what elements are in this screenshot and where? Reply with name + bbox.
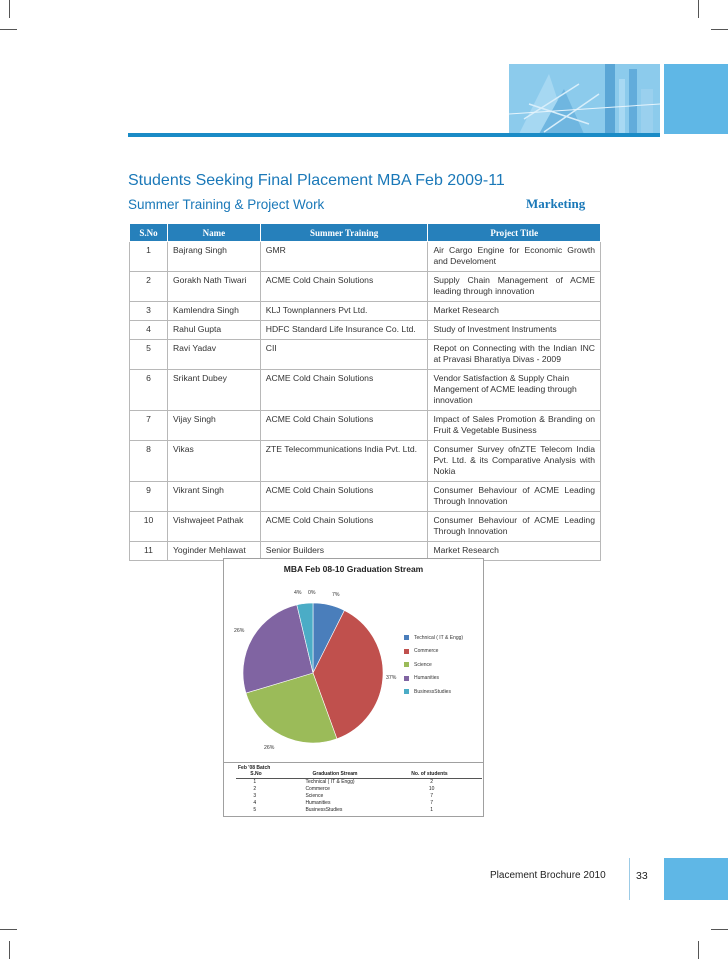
legend-label: Commerce	[414, 648, 439, 655]
cell-training: KLJ Townplanners Pvt Ltd.	[260, 302, 428, 321]
crop-mark	[698, 941, 699, 959]
cell-name: Rahul Gupta	[167, 321, 260, 340]
department-label: Marketing	[526, 196, 586, 211]
batch-table-header	[224, 771, 483, 778]
legend-item	[404, 685, 463, 699]
batch-cell-stream: Technical ( IT & Engg)	[305, 779, 355, 785]
column-header: Name	[167, 224, 260, 242]
legend-label: Science	[414, 661, 432, 668]
table-row	[130, 512, 601, 542]
pie-chart	[223, 558, 484, 763]
legend-swatch	[404, 689, 409, 694]
cell-sno: 1	[130, 242, 168, 272]
chart-title: MBA Feb 08-10 Graduation Stream	[283, 564, 424, 574]
cell-training: ACME Cold Chain Solutions	[260, 370, 428, 411]
batch-table-row	[224, 793, 483, 800]
cell-project: Study of Investment Instruments	[428, 321, 601, 340]
cell-sno: 2	[130, 272, 168, 302]
cell-project: Market Research	[428, 542, 601, 561]
legend-item	[404, 658, 463, 672]
cell-name: Vijay Singh	[167, 411, 260, 441]
batch-column-header: S.No	[250, 771, 262, 777]
batch-table-title: Feb '08 Batch	[238, 765, 271, 771]
pie-percent-label: 4%	[294, 590, 302, 596]
page-subtitle: Summer Training & Project Work	[128, 197, 325, 212]
cell-sno: 5	[130, 340, 168, 370]
pie-percent-label: 26%	[234, 628, 245, 634]
cell-sno: 7	[130, 411, 168, 441]
cell-training: GMR	[260, 242, 428, 272]
table-header-row	[130, 224, 601, 242]
column-header: Summer Training	[260, 224, 428, 242]
students-table	[129, 223, 601, 561]
cell-project: Repot on Connecting with the Indian INC at Pravasi Bharatiya Divas - 2009	[428, 340, 601, 370]
cell-project: Supply Chain Management of ACME leading through innovation	[428, 272, 601, 302]
batch-cell-stream: Humanities	[305, 800, 331, 806]
cell-sno: 11	[130, 542, 168, 561]
cell-sno: 4	[130, 321, 168, 340]
cell-name: Kamlendra Singh	[167, 302, 260, 321]
cell-name: Vikrant Singh	[167, 482, 260, 512]
batch-column-header: Graduation Stream	[312, 771, 358, 777]
chart-legend	[404, 631, 463, 699]
crop-mark	[9, 941, 10, 959]
page-number: 33	[636, 870, 648, 882]
cell-training: ACME Cold Chain Solutions	[260, 272, 428, 302]
footer-divider	[629, 858, 630, 900]
header-rule	[128, 133, 660, 137]
column-header: Project Title	[428, 224, 601, 242]
footer-brochure-title: Placement Brochure 2010	[490, 870, 606, 881]
table-row	[130, 482, 601, 512]
cell-training: ACME Cold Chain Solutions	[260, 512, 428, 542]
cell-sno: 3	[130, 302, 168, 321]
batch-cell-stream: Science	[305, 793, 324, 799]
cell-name: Vishwajeet Pathak	[167, 512, 260, 542]
legend-label: BusinessStudies	[414, 688, 451, 695]
cell-sno: 10	[130, 512, 168, 542]
cell-project: Market Research	[428, 302, 601, 321]
cell-name: Gorakh Nath Tiwari	[167, 272, 260, 302]
cell-project: Consumer Survey ofnZTE Telecom India Pvt. Ltd. & its Comparative Analysis with Nokia	[428, 441, 601, 482]
table-row	[130, 441, 601, 482]
cell-project: Air Cargo Engine for Economic Growth and Develoment	[428, 242, 601, 272]
legend-item	[404, 631, 463, 645]
pie-percent-label: 0%	[308, 590, 316, 596]
crop-mark	[698, 0, 699, 18]
legend-swatch	[404, 649, 409, 654]
cell-training: ACME Cold Chain Solutions	[260, 482, 428, 512]
header-photo	[509, 64, 660, 134]
batch-cell-stream: Commerce	[305, 786, 330, 792]
page-title: Students Seeking Final Placement MBA Feb 2009-11	[128, 172, 505, 189]
header-accent-bar	[664, 64, 728, 134]
cell-sno: 9	[130, 482, 168, 512]
footer-accent-bar	[664, 858, 728, 900]
table-row	[130, 370, 601, 411]
legend-label: Technical ( IT & Engg)	[414, 634, 464, 641]
crop-mark	[9, 0, 10, 18]
cell-name: Srikant Dubey	[167, 370, 260, 411]
table-row	[130, 272, 601, 302]
cell-sno: 6	[130, 370, 168, 411]
table-row	[130, 242, 601, 272]
cell-name: Yoginder Mehlawat	[167, 542, 260, 561]
table-row	[130, 340, 601, 370]
table-row	[130, 302, 601, 321]
cell-name: Vikas	[167, 441, 260, 482]
legend-swatch	[404, 662, 409, 667]
cell-name: Ravi Yadav	[167, 340, 260, 370]
cell-training: ACME Cold Chain Solutions	[260, 411, 428, 441]
table-row	[130, 411, 601, 441]
batch-cell-sno: 1	[253, 779, 257, 785]
cell-training: ZTE Telecommunications India Pvt. Ltd.	[260, 441, 428, 482]
batch-cell-count: 10	[428, 786, 435, 792]
batch-cell-sno: 4	[253, 800, 257, 806]
cell-training: CII	[260, 340, 428, 370]
crop-mark	[0, 29, 17, 30]
crop-mark	[711, 929, 728, 930]
batch-table	[223, 762, 484, 817]
cell-project: Consumer Behaviour of ACME Leading Through Innovation	[428, 482, 601, 512]
crop-mark	[0, 929, 17, 930]
batch-table-row	[224, 800, 483, 807]
batch-cell-sno: 3	[253, 793, 257, 799]
pie-percent-label: 37%	[386, 675, 397, 681]
legend-swatch	[404, 676, 409, 681]
cell-project: Impact of Sales Promotion & Branding on Fruit & Vegetable Business	[428, 411, 601, 441]
crop-mark	[711, 29, 728, 30]
pie-percent-label: 7%	[332, 592, 340, 598]
batch-table-row	[224, 807, 483, 814]
legend-item	[404, 645, 463, 659]
batch-table-row	[224, 786, 483, 793]
cell-project: Vendor Satisfaction & Supply Chain Mangement of ACME leading through innovation	[428, 370, 601, 411]
cell-training: Senior Builders	[260, 542, 428, 561]
batch-cell-sno: 2	[253, 786, 257, 792]
cell-project: Consumer Behaviour of ACME Leading Through Innovation	[428, 512, 601, 542]
cell-name: Bajrang Singh	[167, 242, 260, 272]
batch-cell-count: 2	[430, 779, 434, 785]
batch-cell-count: 1	[430, 807, 434, 813]
pie-percent-label: 26%	[264, 745, 275, 751]
legend-item	[404, 672, 463, 686]
table-row	[130, 321, 601, 340]
column-header: S.No	[130, 224, 168, 242]
batch-cell-count: 7	[430, 800, 434, 806]
batch-table-row	[224, 779, 483, 786]
cell-training: HDFC Standard Life Insurance Co. Ltd.	[260, 321, 428, 340]
legend-swatch	[404, 635, 409, 640]
batch-column-header: No. of students	[411, 771, 448, 777]
batch-cell-sno: 5	[253, 807, 257, 813]
cell-sno: 8	[130, 441, 168, 482]
batch-cell-stream: BusinessStudies	[305, 807, 343, 813]
batch-cell-count: 7	[430, 793, 434, 799]
legend-label: Humanities	[414, 675, 440, 682]
